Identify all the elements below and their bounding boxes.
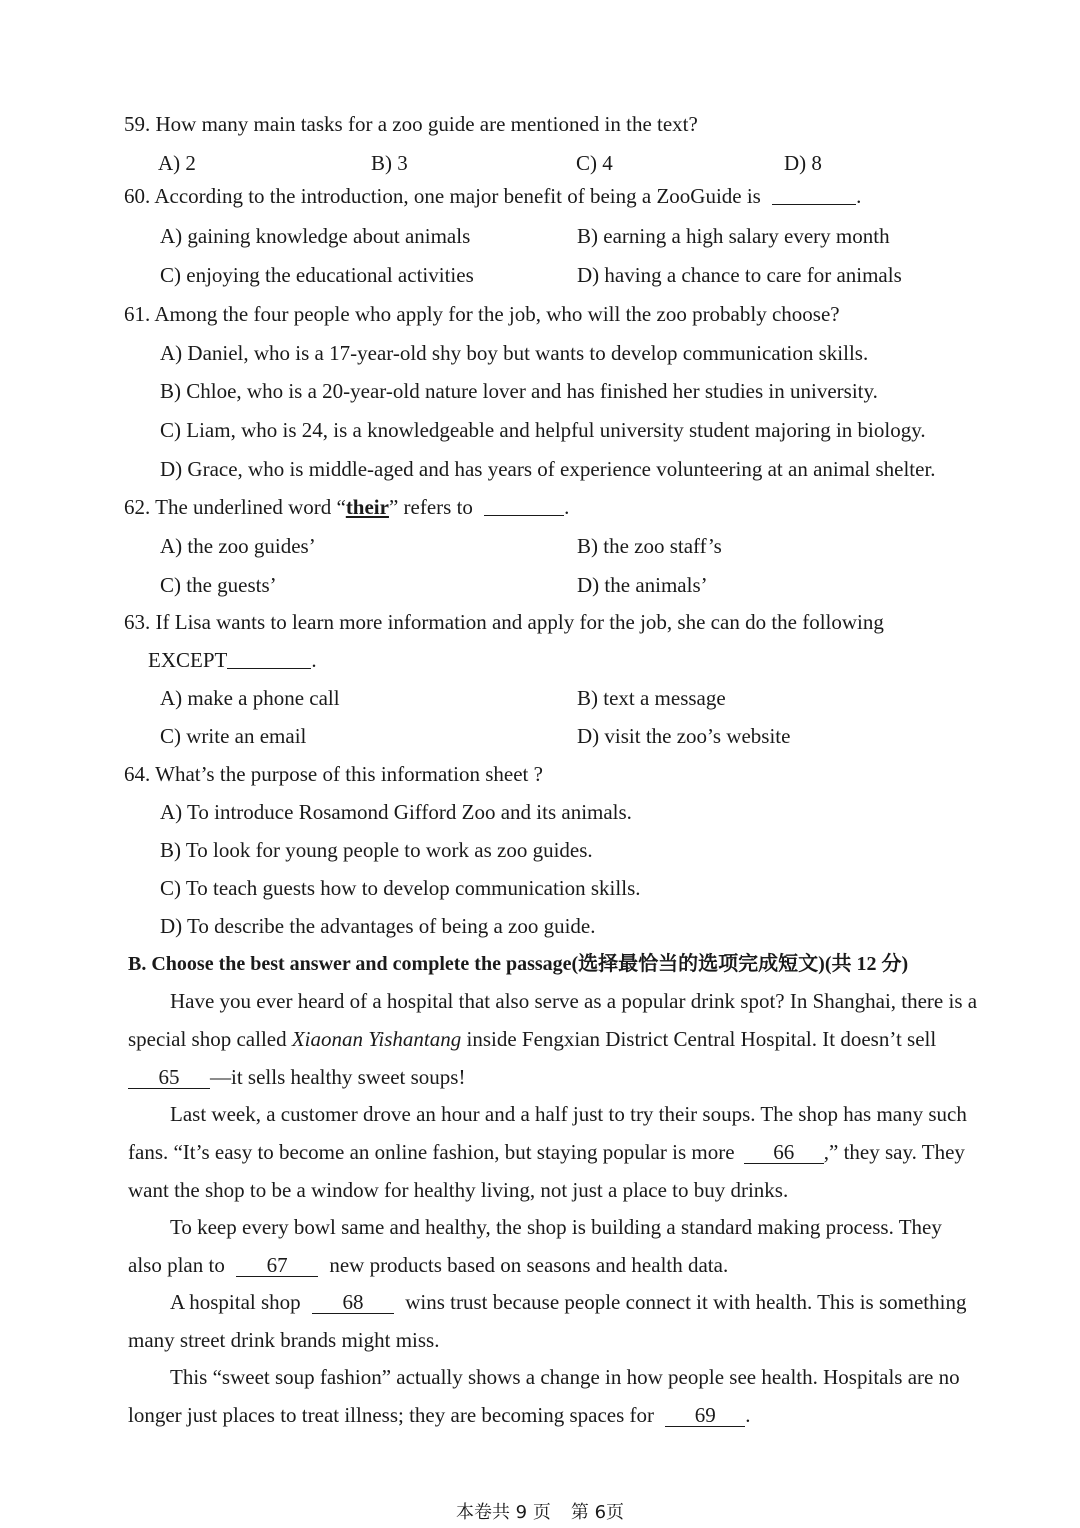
passage-line: Have you ever heard of a hospital that also serve as a popular drink spot? In Shanghai, there is a — [170, 989, 978, 1013]
answer-blank — [227, 650, 311, 669]
q62-option-d: D) the animals’ — [577, 573, 708, 597]
q62-option-b: B) the zoo staff’s — [577, 534, 722, 558]
passage-text: also plan to — [128, 1253, 225, 1277]
passage-line — [170, 1292, 966, 1314]
q60-option-c: C) enjoying the educational activities — [160, 263, 474, 287]
q62-underlined-word: their — [345, 495, 389, 519]
passage-text: —it sells healthy sweet soups! — [210, 1065, 466, 1089]
q64-option-a: A) To introduce Rosamond Gifford Zoo and its animals. — [160, 800, 632, 824]
passage-text: A hospital shop — [170, 1290, 301, 1314]
q62-stem-post: ” refers to — [388, 495, 473, 519]
q59-option-b: B) 3 — [371, 151, 408, 175]
shop-name: Xiaonan Yishantang — [291, 1027, 462, 1051]
passage-line: want the shop to be a window for healthy living, not just a place to buy drinks. — [128, 1178, 789, 1202]
q63-option-d: D) visit the zoo’s website — [577, 724, 791, 748]
q61-option-a: A) Daniel, who is a 17-year-old shy boy but wants to develop communication skills. — [160, 341, 869, 365]
q63-option-b: B) text a message — [577, 686, 726, 710]
question-63-stem-cont: EXCEPT . — [148, 648, 317, 672]
passage-line — [128, 1067, 465, 1089]
passage-line — [128, 1255, 728, 1277]
q63-option-a: A) make a phone call — [160, 686, 340, 710]
current-page: 第 6页 — [570, 1502, 625, 1523]
page-footer — [0, 1498, 1080, 1524]
q62-stem-pre: 62. The underlined word “ — [124, 495, 346, 519]
blank-66: 66 — [744, 1142, 824, 1164]
section-b-heading: B. Choose the best answer and complete the passage(选择最恰当的选项完成短文)(共 12 分) — [128, 953, 909, 975]
q60-stem-text: 60. According to the introduction, one major benefit of being a ZooGuide is — [124, 184, 761, 208]
q62-option-a: A) the zoo guides’ — [160, 534, 316, 558]
passage-line: This “sweet soup fashion” actually shows a change in how people see health. Hospitals are no — [170, 1365, 960, 1389]
passage-text: fans. “It’s easy to become an online fashion, but staying popular is more — [128, 1140, 735, 1164]
q64-option-d: D) To describe the advantages of being a zoo guide. — [160, 914, 596, 938]
question-64-stem: 64. What’s the purpose of this information sheet ? — [124, 762, 543, 786]
q60-option-d: D) having a chance to care for animals — [577, 263, 902, 287]
passage-text: inside Fengxian District Central Hospital. It doesn’t sell — [461, 1027, 937, 1051]
blank-68: 68 — [312, 1292, 394, 1314]
answer-blank — [772, 186, 856, 205]
passage-line — [128, 1405, 751, 1427]
q59-option-a: A) 2 — [158, 151, 196, 175]
passage-line: many street drink brands might miss. — [128, 1328, 440, 1352]
passage-text: . — [745, 1403, 751, 1427]
q61-option-b: B) Chloe, who is a 20-year-old nature lover and has finished her studies in university. — [160, 379, 878, 403]
total-pages: 本卷共 9 页 — [455, 1502, 551, 1523]
q64-option-b: B) To look for young people to work as zoo guides. — [160, 838, 593, 862]
q59-option-c: C) 4 — [576, 151, 613, 175]
question-60-stem: 60. According to the introduction, one major benefit of being a ZooGuide is . — [124, 184, 862, 208]
question-62-stem: 62. The underlined word “their” refers to . — [124, 495, 570, 519]
q60-option-b: B) earning a high salary every month — [577, 224, 890, 248]
q61-option-d: D) Grace, who is middle-aged and has years of experience volunteering at an animal shelter. — [160, 457, 936, 481]
blank-69: 69 — [665, 1405, 745, 1427]
question-59-stem: 59. How many main tasks for a zoo guide are mentioned in the text? — [124, 112, 698, 136]
passage-line — [128, 1142, 965, 1164]
passage-text: wins trust because people connect it with health. This is something — [405, 1290, 967, 1314]
q63-except-word: EXCEPT — [148, 648, 228, 672]
q64-option-c: C) To teach guests how to develop communication skills. — [160, 876, 641, 900]
q62-option-c: C) the guests’ — [160, 573, 277, 597]
q60-option-a: A) gaining knowledge about animals — [160, 224, 471, 248]
blank-67: 67 — [236, 1255, 318, 1277]
q61-option-c: C) Liam, who is 24, is a knowledgeable and helpful university student majoring in biology. — [160, 418, 926, 442]
passage-text: new products based on seasons and health data. — [329, 1253, 729, 1277]
passage-text: ,” they say. They — [823, 1140, 965, 1164]
q63-option-c: C) write an email — [160, 724, 307, 748]
passage-line: To keep every bowl same and healthy, the shop is building a standard making process. They — [170, 1215, 942, 1239]
blank-65: 65 — [128, 1067, 210, 1089]
passage-text: longer just places to treat illness; they are becoming spaces for — [128, 1403, 654, 1427]
answer-blank — [484, 497, 564, 516]
passage-line: Last week, a customer drove an hour and a half just to try their soups. The shop has many such — [170, 1102, 967, 1126]
passage-line — [128, 1029, 936, 1050]
q59-option-d: D) 8 — [784, 151, 822, 175]
question-61-stem: 61. Among the four people who apply for the job, who will the zoo probably choose? — [124, 302, 840, 326]
question-63-stem: 63. If Lisa wants to learn more information and apply for the job, she can do the following — [124, 610, 884, 634]
passage-text: special shop called — [128, 1027, 292, 1051]
